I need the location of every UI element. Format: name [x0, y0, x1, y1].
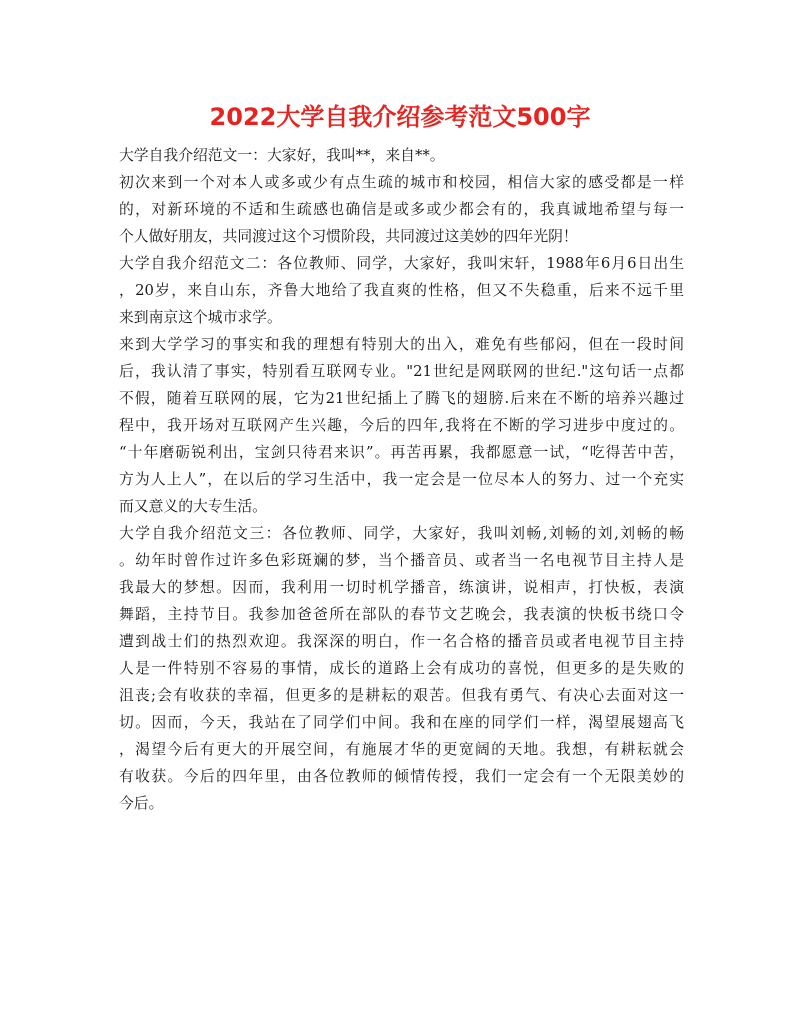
document-body: [119, 142, 684, 817]
text-line: 来到大学学习的事实和我的理想有特别大的出入，难免有些郁闷，但在一段时间: [119, 336, 684, 353]
text-line: 方为人上人”，在以后的学习生活中，我一定会是一位尽本人的努力、过一个充实: [119, 471, 684, 488]
text-line: ，20岁，来自山东，齐鲁大地给了我直爽的性格，但又不失稳重，后来不远千里: [119, 282, 684, 299]
text-line: 。幼年时曾作过许多色彩斑斓的梦，当个播音员、或者当一名电视节目主持人是: [119, 552, 684, 569]
text-line: 而又意义的大专生活。: [119, 498, 267, 515]
document-title: 2022大学自我介绍参考范文500字: [209, 103, 591, 131]
text-line: 有收获。今后的四年里，由各位教师的倾情传授，我们一定会有一个无限美妙的: [119, 768, 684, 785]
text-line: 大学自我介绍范文一：大家好，我叫**，来自**。: [119, 147, 445, 164]
text-line: “十年磨砺锐利出，宝剑只待君来识”。再苦再累，我都愿意一试，“吃得苦中苦，: [119, 444, 684, 461]
text-line: 人是一件特别不容易的事情，成长的道路上会有成功的喜悦，但更多的是失败的: [119, 660, 684, 677]
text-line: 沮丧;会有收获的幸福，但更多的是耕耘的艰苦。但我有勇气、有决心去面对这一: [119, 687, 684, 704]
text-line: 个人做好朋友，共同渡过这个习惯阶段，共同渡过这美妙的四年光阴！: [119, 228, 578, 245]
text-line: 后，我认清了事实，特别看互联网专业。"21世纪是网联网的世纪."这句话一点都: [119, 363, 684, 380]
text-line: 来到南京这个城市求学。: [119, 309, 282, 326]
text-line: 大学自我介绍范文三：各位教师、同学，大家好，我叫刘畅,刘畅的刘,刘畅的畅: [119, 525, 684, 542]
text-line: 初次来到一个对本人或多或少有点生疏的城市和校园，相信大家的感受都是一样: [119, 174, 684, 191]
text-line: 大学自我介绍范文二：各位教师、同学，大家好，我叫宋轩，1988年6月6日出生: [119, 255, 684, 272]
text-line: 遭到战士们的热烈欢迎。我深深的明白，作一名合格的播音员或者电视节目主持: [119, 633, 684, 650]
text-line: 切。因而，今天，我站在了同学们中间。我和在座的同学们一样，渴望展翅高飞: [119, 714, 684, 731]
text-line: 程中，我开场对互联网产生兴趣，今后的四年,我将在不断的学习进步中度过的。: [119, 417, 684, 434]
text-line: 今后。: [119, 795, 164, 812]
text-line: 不假，随着互联网的展，它为21世纪插上了腾飞的翅膀.后来在不断的培养兴趣过: [119, 390, 684, 407]
text-line: 的，对新环境的不适和生疏感也确信是或多或少都会有的，我真诚地希望与每一: [119, 201, 684, 218]
text-line: 舞蹈，主持节目。我参加爸爸所在部队的春节文艺晚会，我表演的快板书绕口令: [119, 606, 684, 623]
text-line: ，渴望今后有更大的开展空间，有施展才华的更宽阔的天地。我想，有耕耘就会: [119, 741, 684, 758]
text-line: 我最大的梦想。因而，我利用一切时机学播音，练演讲，说相声，打快板，表演: [119, 579, 684, 596]
